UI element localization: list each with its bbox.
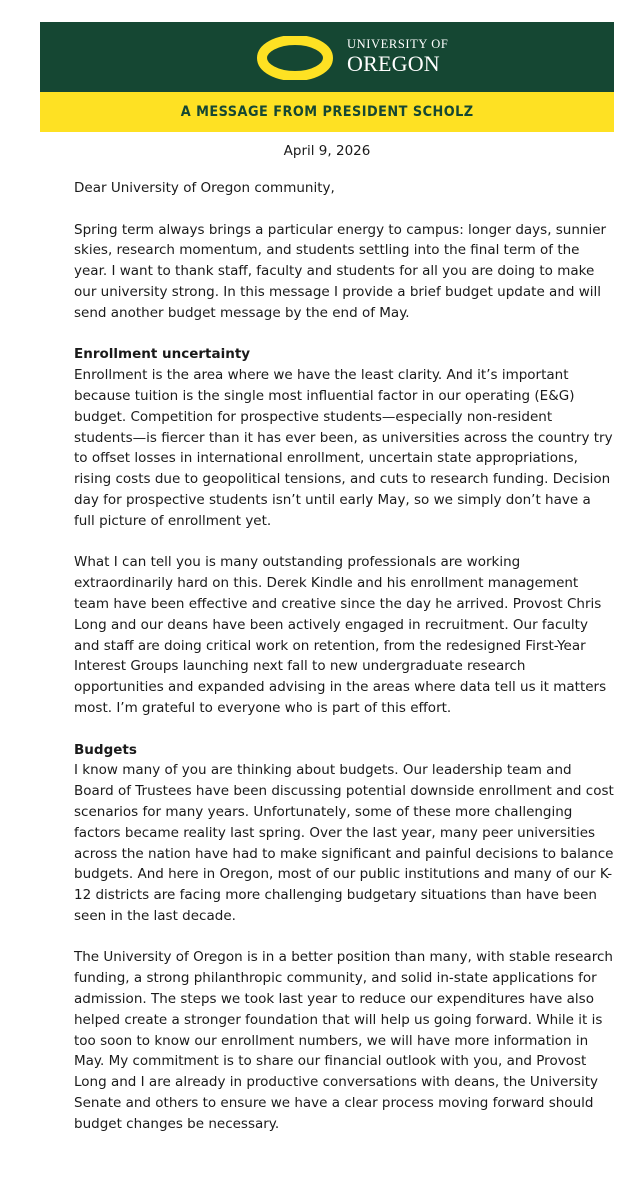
section-heading-enrollment: Enrollment uncertainty — [74, 346, 251, 363]
paragraph: What I can tell you is many outstanding professionals are working extraordinarily hard on this. Derek Kindle and his enrollment management team have been effective and creative since the day he arrived. Provost Chris Long and our deans have been actively engaged in recruitment. Our faculty and staff are doing critical work on retention, from the redesigned First-Year Interest Groups launching next fall to new undergraduate research opportunities and expanded advising in the areas where data tell us it matters most. I’m grateful to everyone who is part of this effort. — [74, 554, 607, 716]
paragraph: The University of Oregon is in a better position than many, with stable research funding, a strong philanthropic community, and solid in-state applications for admission. The steps we took last year to reduce our expenditures have also helped create a stronger foundation that will help us going forward. While it is too soon to know our enrollment numbers, we will have more information in May. My commitment is to share our financial outlook with you, and Provost Long and I are already in productive conversations with deans, the University Senate and others to ensure we have a clear process moving forward should budget changes be necessary. — [74, 949, 613, 1132]
paragraph: Enrollment is the area where we have the least clarity. And it’s important because tuition is the single most influential factor in our operating (E&G) budget. Competition for prospective students—especially non-resident students—is fiercer than it has ever been, as universities across the country try to offset losses in international enrollment, uncertain state appropriations, rising costs due to geopolitical tensions, and cuts to research funding. Decision day for prospective students isn’t until early May, so we simply don’t have a full picture of enrollment yet. — [74, 367, 613, 529]
header-banner — [40, 22, 614, 92]
message-banner — [40, 92, 614, 132]
wordmark — [347, 37, 448, 76]
message-body — [74, 178, 614, 1155]
wordmark-oregon: OREGON — [347, 51, 440, 76]
section-heading-budgets: Budgets — [74, 741, 137, 758]
message-banner-title: A MESSAGE FROM PRESIDENT SCHOLZ — [180, 104, 474, 120]
oregon-o-logo — [256, 36, 334, 80]
paragraph: I know many of you are thinking about budgets. Our leadership team and Board of Trustees have been discussing potential downside enrollment and cost scenarios for many years. Unfortunately, some of these more challenging factors became reality last spring. Over the last year, many peer universities across the nation have had to make significant and painful decisions to balance budgets. And here in Oregon, most of our public institutions and many of our K-12 districts are facing more challenging budgetary situations than have been seen in the last decade. — [74, 762, 614, 924]
message-date: April 9, 2026 — [283, 143, 371, 159]
wordmark-university-of: UNIVERSITY OF — [347, 37, 449, 51]
logo-letter: O — [295, 62, 296, 63]
intro-paragraph: Spring term always brings a particular energy to campus: longer days, sunnier skies, research momentum, and students settling into the final term of the year. I want to thank staff, faculty and students for all you are doing to make our university strong. In this message I provide a brief budget update and will send another budget message by the end of May. — [74, 221, 607, 321]
greeting: Dear University of Oregon community, — [74, 180, 335, 196]
